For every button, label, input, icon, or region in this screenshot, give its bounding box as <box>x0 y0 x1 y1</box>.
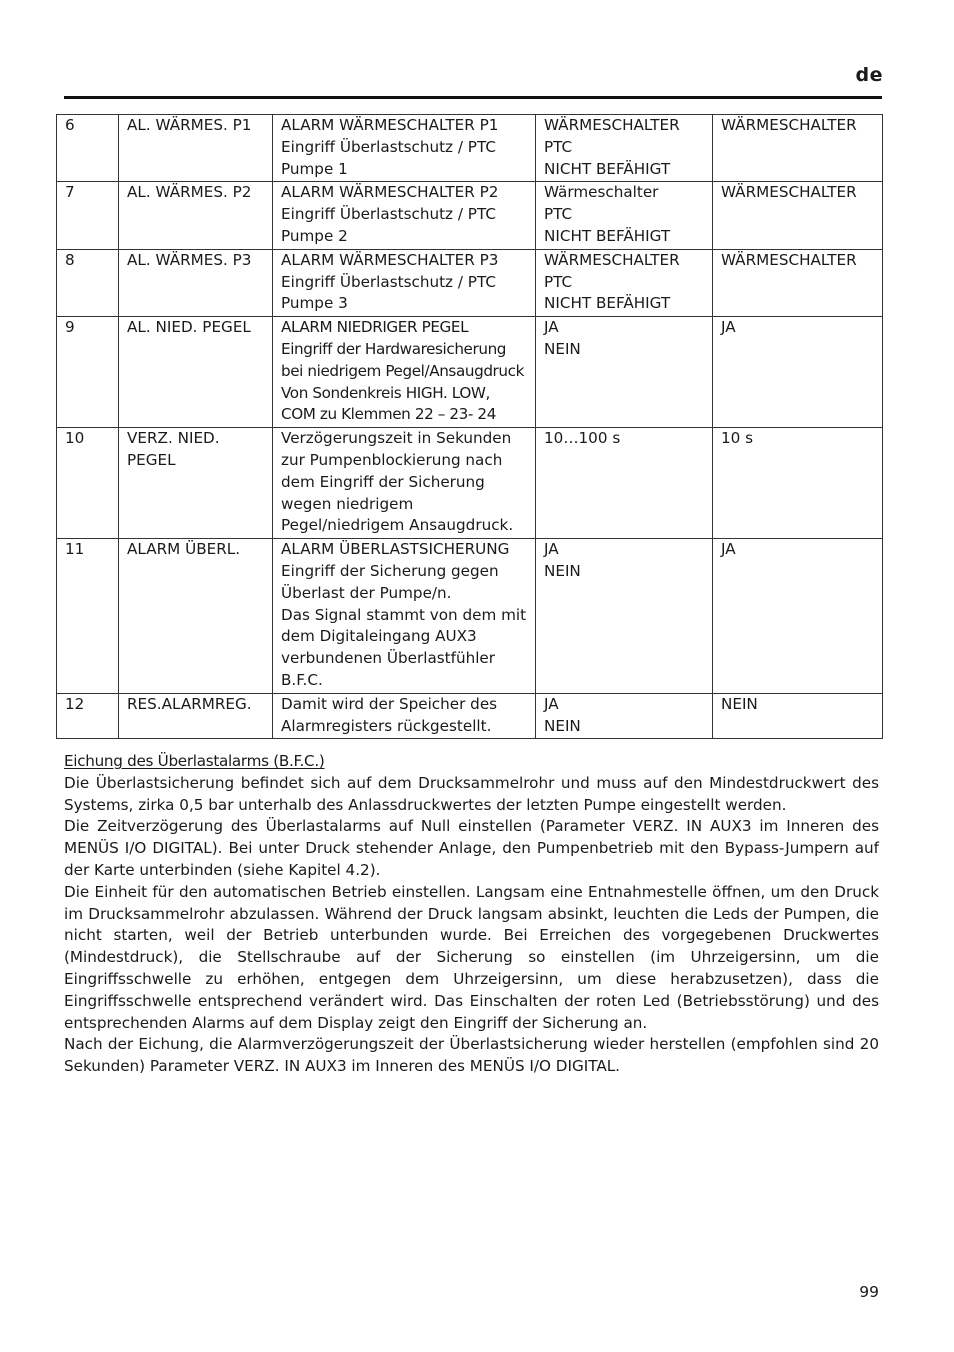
param-values: Wärmeschalter PTC NICHT BEFÄHIGT <box>536 182 713 249</box>
param-name: AL. WÄRMES. P2 <box>119 182 273 249</box>
table-row <box>57 317 883 428</box>
param-number: 11 <box>57 539 119 694</box>
body-paragraph: Die Überlastsicherung befindet sich auf dem Drucksammelrohr und muss auf den Mindestdruckwert des Systems, zirka 0,5 bar unterhalb des Anlassdruckwertes der letzten Pumpe eingestellt werden. <box>64 773 879 814</box>
body-paragraph: Die Einheit für den automatischen Betrieb einstellen. Langsam eine Entnahmestelle öffnen, um den Druck im Drucksammelrohr abzulassen. Während der Druck langsam absinkt, leuchten die Leds der Pumpen, die nicht starten, weil der Betrieb unterbunden wurde. Bei Erreichen des vorgegebenen Druckwertes (Mindestdruck), die Stellschraube auf der Sicherung so einstellen (im Uhrzeigersinn, um die Eingriffsschwelle zu erhöhen, entgegen dem Uhrzeigersinn, um diese herabzusetzen), dass die Eingriffsschwelle entsprechend verändert wird. Das Einschalten der roten Led (Betriebsstörung) und des entsprechenden Alarms auf dem Display zeigt den Eingriff der Sicherung an. <box>64 882 879 1032</box>
param-description: Damit wird der Speicher des Alarmregisters rückgestellt. <box>273 693 536 739</box>
calibration-section <box>64 751 879 1078</box>
param-name: RES.ALARMREG. <box>119 693 273 739</box>
param-values: JA NEIN <box>536 317 713 428</box>
param-values: WÄRMESCHALTER PTC NICHT BEFÄHIGT <box>536 115 713 182</box>
page-number: 99 <box>859 1283 879 1301</box>
table-row <box>57 693 883 739</box>
param-description: ALARM WÄRMESCHALTER P1 Eingriff Überlastschutz / PTC Pumpe 1 <box>273 115 536 182</box>
param-default: JA <box>713 539 883 694</box>
param-number: 12 <box>57 693 119 739</box>
param-values: 10…100 s <box>536 428 713 539</box>
table-row <box>57 182 883 249</box>
param-number: 9 <box>57 317 119 428</box>
param-values: JA NEIN <box>536 693 713 739</box>
param-description: Verzögerungszeit in Sekunden zur Pumpenblockierung nach dem Eingriff der Sicherung wegen niedrigem Pegel/niedrigem Ansaugdruck. <box>273 428 536 539</box>
param-number: 6 <box>57 115 119 182</box>
param-name: AL. NIED. PEGEL <box>119 317 273 428</box>
body-paragraph: Die Zeitverzögerung des Überlastalarms auf Null einstellen (Parameter VERZ. IN AUX3 im Inneren des MENÜS I/O DIGITAL). Bei unter Druck stehender Anlage, den Pumpenbetrieb mit den Bypass-Jumpern auf der Karte unterbinden (siehe Kapitel 4.2). <box>64 817 879 879</box>
param-default: 10 s <box>713 428 883 539</box>
param-number: 7 <box>57 182 119 249</box>
param-values: WÄRMESCHALTER PTC NICHT BEFÄHIGT <box>536 249 713 316</box>
param-values: JA NEIN <box>536 539 713 694</box>
param-description: ALARM NIEDRIGER PEGEL Eingriff der Hardwaresicherung bei niedrigem Pegel/Ansaugdruck Von Sondenkreis HIGH. LOW, COM zu Klemmen 22 – 23- 24 <box>273 317 536 428</box>
param-default: WÄRMESCHALTER <box>713 182 883 249</box>
section-title: Eichung des Überlastalarms (B.F.C.) <box>64 752 325 770</box>
param-name: VERZ. NIED. PEGEL <box>119 428 273 539</box>
language-marker: de <box>855 64 883 86</box>
param-description: ALARM ÜBERLASTSICHERUNG Eingriff der Sicherung gegen Überlast der Pumpe/n. Das Signal stammt von dem mit dem Digitaleingang AUX3 verbundenen Überlastfühler B.F.C. <box>273 539 536 694</box>
param-number: 8 <box>57 249 119 316</box>
param-default: JA <box>713 317 883 428</box>
param-default: WÄRMESCHALTER <box>713 115 883 182</box>
table-row <box>57 249 883 316</box>
table-row <box>57 539 883 694</box>
param-description: ALARM WÄRMESCHALTER P3 Eingriff Überlastschutz / PTC Pumpe 3 <box>273 249 536 316</box>
param-name: AL. WÄRMES. P1 <box>119 115 273 182</box>
body-paragraph: Nach der Eichung, die Alarmverzögerungszeit der Überlastsicherung wieder herstellen (empfohlen sind 20 Sekunden) Parameter VERZ. IN AUX3 im Inneren des MENÜS I/O DIGITAL. <box>64 1035 879 1076</box>
param-number: 10 <box>57 428 119 539</box>
header-rule <box>64 96 882 99</box>
parameter-table <box>56 114 883 739</box>
param-default: NEIN <box>713 693 883 739</box>
param-name: ALARM ÜBERL. <box>119 539 273 694</box>
param-default: WÄRMESCHALTER <box>713 249 883 316</box>
table-row <box>57 115 883 182</box>
param-name: AL. WÄRMES. P3 <box>119 249 273 316</box>
table-row <box>57 428 883 539</box>
param-description: ALARM WÄRMESCHALTER P2 Eingriff Überlastschutz / PTC Pumpe 2 <box>273 182 536 249</box>
